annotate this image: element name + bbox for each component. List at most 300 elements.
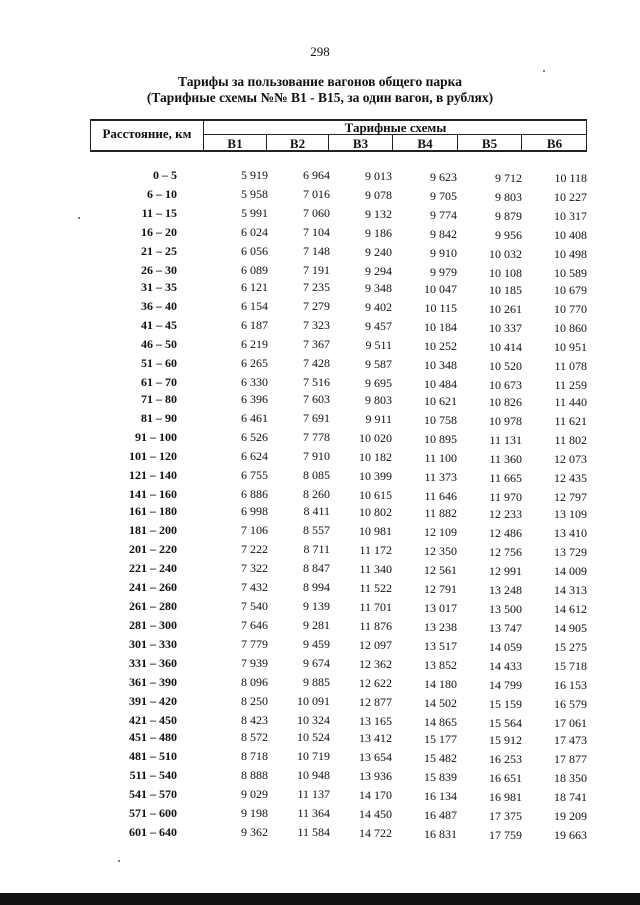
tariff-cell-b5: 12 486 bbox=[489, 526, 522, 540]
header-left-border bbox=[90, 119, 91, 152]
tariff-cell-b4: 9 623 bbox=[430, 170, 457, 184]
distance-cell: 51 – 60 bbox=[141, 356, 177, 370]
distance-cell: 541 – 570 bbox=[129, 787, 177, 801]
tariff-cell-b3: 9 240 bbox=[365, 245, 392, 259]
tariff-cell-b6: 10 118 bbox=[554, 171, 587, 185]
distance-cell: 201 – 220 bbox=[129, 542, 177, 556]
header-schemes-label: Тарифные схемы bbox=[344, 120, 447, 135]
tariff-cell-b3: 14 450 bbox=[359, 807, 392, 821]
tariff-cell-b3: 9 132 bbox=[365, 207, 392, 221]
tariff-cell-b3: 9 186 bbox=[365, 226, 392, 240]
tariff-cell-b6: 17 473 bbox=[554, 733, 587, 747]
tariff-cell-b6: 19 209 bbox=[554, 809, 587, 823]
tariff-cell-b5: 10 185 bbox=[489, 283, 522, 297]
tariff-cell-b3: 10 615 bbox=[359, 488, 392, 502]
tariff-cell-b3: 9 695 bbox=[365, 376, 392, 390]
tariff-cell-b4: 10 047 bbox=[424, 282, 457, 296]
tariff-cell-b2: 7 191 bbox=[303, 263, 330, 277]
tariff-cell-b3: 9 402 bbox=[365, 300, 392, 314]
tariff-cell-b3: 14 722 bbox=[359, 826, 392, 840]
scan-bottom-edge bbox=[0, 893, 640, 905]
tariff-cell-b4: 13 852 bbox=[424, 658, 457, 672]
tariff-cell-b4: 9 774 bbox=[430, 208, 457, 222]
distance-cell: 421 – 450 bbox=[129, 713, 177, 727]
tariff-cell-b4: 15 839 bbox=[424, 770, 457, 784]
table-row bbox=[90, 694, 590, 713]
tariff-cell-b4: 12 350 bbox=[424, 544, 457, 558]
distance-cell: 31 – 35 bbox=[141, 280, 177, 294]
tariff-cell-b1: 6 265 bbox=[241, 356, 268, 370]
tariff-cell-b2: 7 603 bbox=[303, 392, 330, 406]
tariff-cell-b2: 9 139 bbox=[303, 599, 330, 613]
tariff-cell-b6: 14 313 bbox=[554, 583, 587, 597]
tariff-cell-b5: 10 826 bbox=[489, 395, 522, 409]
tariff-cell-b6: 10 408 bbox=[554, 228, 587, 242]
tariff-cell-b1: 8 250 bbox=[241, 694, 268, 708]
tariff-cell-b1: 5 991 bbox=[241, 206, 268, 220]
distance-cell: 36 – 40 bbox=[141, 299, 177, 313]
tariff-cell-b3: 10 981 bbox=[359, 524, 392, 538]
tariff-cell-b2: 8 411 bbox=[303, 504, 330, 518]
tariff-cell-b6: 13 729 bbox=[554, 545, 587, 559]
tariff-cell-b4: 9 979 bbox=[430, 265, 457, 279]
tariff-cell-b2: 6 964 bbox=[303, 168, 330, 182]
tariff-cell-b4: 15 482 bbox=[424, 751, 457, 765]
table-row bbox=[90, 280, 590, 299]
distance-cell: 301 – 330 bbox=[129, 637, 177, 651]
tariff-cell-b3: 12 362 bbox=[359, 657, 392, 671]
tariff-cell-b6: 17 877 bbox=[554, 752, 587, 766]
tariff-cell-b3: 13 654 bbox=[359, 750, 392, 764]
tariff-cell-b5: 17 375 bbox=[489, 809, 522, 823]
tariff-cell-b5: 10 414 bbox=[489, 340, 522, 354]
tariff-cell-b6: 13 109 bbox=[554, 507, 587, 521]
tariff-cell-b1: 8 718 bbox=[241, 749, 268, 763]
tariff-cell-b3: 9 587 bbox=[365, 357, 392, 371]
table-row bbox=[90, 730, 590, 749]
tariff-cell-b3: 9 013 bbox=[365, 169, 392, 183]
header-col-b4: В4 bbox=[417, 136, 433, 151]
tariff-cell-b1: 7 432 bbox=[241, 580, 268, 594]
tariff-cell-b1: 8 423 bbox=[241, 713, 268, 727]
tariff-cell-b6: 11 078 bbox=[554, 359, 587, 373]
tariff-cell-b2: 11 137 bbox=[297, 787, 330, 801]
distance-cell: 21 – 25 bbox=[141, 244, 177, 258]
tariff-cell-b2: 10 948 bbox=[297, 768, 330, 782]
tariff-cell-b5: 17 759 bbox=[489, 828, 522, 842]
table-row bbox=[90, 468, 590, 487]
tariff-cell-b5: 16 253 bbox=[489, 752, 522, 766]
distance-cell: 451 – 480 bbox=[129, 730, 177, 744]
tariff-cell-b6: 10 589 bbox=[554, 266, 587, 280]
distance-cell: 101 – 120 bbox=[129, 449, 177, 463]
tariff-cell-b3: 10 399 bbox=[359, 469, 392, 483]
table-row bbox=[90, 449, 590, 468]
tariff-cell-b6: 14 905 bbox=[554, 621, 587, 635]
tariff-cell-b4: 10 895 bbox=[424, 432, 457, 446]
tariff-cell-b3: 12 622 bbox=[359, 676, 392, 690]
tariff-cell-b2: 9 674 bbox=[303, 656, 330, 670]
tariff-cell-b6: 10 951 bbox=[554, 340, 587, 354]
tariff-cell-b2: 11 584 bbox=[297, 825, 330, 839]
tariff-cell-b4: 10 348 bbox=[424, 358, 457, 372]
distance-cell: 281 – 300 bbox=[129, 618, 177, 632]
table-row bbox=[90, 504, 590, 523]
tariff-cell-b1: 6 056 bbox=[241, 244, 268, 258]
distance-cell: 571 – 600 bbox=[129, 806, 177, 820]
tariff-cell-b2: 7 323 bbox=[303, 318, 330, 332]
tariff-cell-b1: 6 219 bbox=[241, 337, 268, 351]
tariff-cell-b4: 11 373 bbox=[424, 470, 457, 484]
tariff-cell-b4: 10 184 bbox=[424, 320, 457, 334]
tariff-cell-b1: 8 096 bbox=[241, 675, 268, 689]
tariff-cell-b5: 13 248 bbox=[489, 583, 522, 597]
tariff-cell-b5: 10 520 bbox=[489, 359, 522, 373]
title-line-2: (Тарифные схемы №№ В1 - В15, за один вагон, в рублях) bbox=[146, 90, 494, 105]
table-row bbox=[90, 825, 590, 844]
tariff-cell-b3: 9 348 bbox=[365, 281, 392, 295]
tariff-cell-b1: 9 029 bbox=[241, 787, 268, 801]
distance-cell: 511 – 540 bbox=[129, 768, 177, 782]
tariff-cell-b5: 9 956 bbox=[495, 228, 522, 242]
tariff-cell-b5: 13 747 bbox=[489, 621, 522, 635]
table-row bbox=[90, 637, 590, 656]
tariff-cell-b3: 9 911 bbox=[365, 412, 392, 426]
scan-speck bbox=[78, 217, 80, 219]
tariff-cell-b4: 11 646 bbox=[424, 489, 457, 503]
tariff-cell-b5: 12 756 bbox=[489, 545, 522, 559]
row-group bbox=[90, 392, 590, 506]
tariff-cell-b3: 13 165 bbox=[359, 714, 392, 728]
tariff-cell-b4: 16 487 bbox=[424, 808, 457, 822]
tariff-cell-b2: 10 719 bbox=[297, 749, 330, 763]
tariff-cell-b5: 10 261 bbox=[489, 302, 522, 316]
tariff-cell-b1: 6 998 bbox=[241, 504, 268, 518]
table-row bbox=[90, 206, 590, 225]
tariff-cell-b5: 11 665 bbox=[489, 471, 522, 485]
tariff-cell-b1: 6 461 bbox=[241, 411, 268, 425]
tariff-cell-b6: 10 317 bbox=[554, 209, 587, 223]
tariff-cell-b4: 14 180 bbox=[424, 677, 457, 691]
tariff-cell-b6: 17 061 bbox=[554, 716, 587, 730]
header-col-b1: В1 bbox=[227, 136, 243, 151]
tariff-cell-b5: 15 159 bbox=[489, 697, 522, 711]
tariff-cell-b6: 15 718 bbox=[554, 659, 587, 673]
tariff-cell-b4: 13 017 bbox=[424, 601, 457, 615]
table-row bbox=[90, 542, 590, 561]
distance-cell: 91 – 100 bbox=[135, 430, 177, 444]
tariff-cell-b6: 11 802 bbox=[554, 433, 587, 447]
distance-cell: 71 – 80 bbox=[141, 392, 177, 406]
tariff-cell-b1: 6 624 bbox=[241, 449, 268, 463]
tariff-cell-b3: 11 172 bbox=[359, 543, 392, 557]
tariff-cell-b1: 6 154 bbox=[241, 299, 268, 313]
tariff-cell-b4: 9 705 bbox=[430, 189, 457, 203]
tariff-cell-b2: 7 016 bbox=[303, 187, 330, 201]
tariff-cell-b5: 14 059 bbox=[489, 640, 522, 654]
tariff-cell-b3: 13 412 bbox=[359, 731, 392, 745]
tariff-cell-b1: 6 755 bbox=[241, 468, 268, 482]
tariff-cell-b1: 7 106 bbox=[241, 523, 268, 537]
tariff-cell-b5: 11 970 bbox=[489, 490, 522, 504]
tariff-cell-b1: 7 322 bbox=[241, 561, 268, 575]
tariff-cell-b2: 8 994 bbox=[303, 580, 330, 594]
tariff-cell-b3: 9 511 bbox=[365, 338, 392, 352]
distance-cell: 46 – 50 bbox=[141, 337, 177, 351]
tariff-cell-b5: 10 032 bbox=[489, 247, 522, 261]
tariff-cell-b6: 19 663 bbox=[554, 828, 587, 842]
tariff-cell-b5: 10 108 bbox=[489, 266, 522, 280]
scan-speck bbox=[118, 860, 120, 862]
table-row bbox=[90, 392, 590, 411]
tariff-cell-b3: 9 294 bbox=[365, 264, 392, 278]
page-number: 298 bbox=[310, 44, 330, 59]
tariff-cell-b1: 8 888 bbox=[241, 768, 268, 782]
tariff-cell-b4: 9 842 bbox=[430, 227, 457, 241]
tariff-cell-b3: 14 170 bbox=[359, 788, 392, 802]
tariff-cell-b4: 10 484 bbox=[424, 377, 457, 391]
tariff-cell-b5: 10 673 bbox=[489, 378, 522, 392]
tariff-cell-b4: 14 865 bbox=[424, 715, 457, 729]
tariff-cell-b4: 10 758 bbox=[424, 413, 457, 427]
distance-cell: 181 – 200 bbox=[129, 523, 177, 537]
tariff-cell-b3: 9 803 bbox=[365, 393, 392, 407]
tariff-cell-b6: 13 410 bbox=[554, 526, 587, 540]
header-col-b2: В2 bbox=[289, 136, 306, 151]
table-row bbox=[90, 806, 590, 825]
title-line-1: Тарифы за пользование вагонов общего парка bbox=[178, 74, 462, 89]
tariff-cell-b2: 11 364 bbox=[297, 806, 330, 820]
tariff-cell-b6: 16 153 bbox=[554, 678, 587, 692]
tariff-cell-b4: 10 115 bbox=[424, 301, 457, 315]
tariff-cell-b6: 14 009 bbox=[554, 564, 587, 578]
tariff-cell-b5: 12 233 bbox=[489, 507, 522, 521]
tariff-cell-b5: 15 564 bbox=[489, 716, 522, 730]
distance-cell: 121 – 140 bbox=[129, 468, 177, 482]
tariff-cell-b1: 5 919 bbox=[241, 168, 268, 182]
distance-cell: 391 – 420 bbox=[129, 694, 177, 708]
table-row bbox=[90, 430, 590, 449]
scan-speck bbox=[543, 70, 545, 72]
tariff-cell-b1: 9 362 bbox=[241, 825, 268, 839]
distance-cell: 141 – 160 bbox=[129, 487, 177, 501]
table-row bbox=[90, 356, 590, 375]
table-row bbox=[90, 599, 590, 618]
tariff-cell-b2: 8 847 bbox=[303, 561, 330, 575]
header-col-b6: В6 bbox=[546, 136, 563, 151]
tariff-cell-b4: 14 502 bbox=[424, 696, 457, 710]
tariff-cell-b5: 14 433 bbox=[489, 659, 522, 673]
distance-cell: 261 – 280 bbox=[129, 599, 177, 613]
table-row bbox=[90, 523, 590, 542]
tariff-cell-b4: 11 882 bbox=[424, 506, 457, 520]
tariff-cell-b5: 9 879 bbox=[495, 209, 522, 223]
header-col-b3: В3 bbox=[352, 136, 369, 151]
tariff-cell-b5: 15 912 bbox=[489, 733, 522, 747]
tariff-cell-b4: 11 100 bbox=[424, 451, 457, 465]
tariff-cell-b2: 8 711 bbox=[303, 542, 330, 556]
distance-cell: 81 – 90 bbox=[141, 411, 177, 425]
tariff-cell-b6: 10 679 bbox=[554, 283, 587, 297]
tariff-cell-b4: 10 621 bbox=[424, 394, 457, 408]
tariff-cell-b2: 10 091 bbox=[297, 694, 330, 708]
tariff-cell-b4: 10 252 bbox=[424, 339, 457, 353]
tariff-cell-b1: 6 187 bbox=[241, 318, 268, 332]
tariff-cell-b5: 10 337 bbox=[489, 321, 522, 335]
tariff-cell-b4: 13 238 bbox=[424, 620, 457, 634]
distance-cell: 6 – 10 bbox=[147, 187, 177, 201]
tariff-cell-b3: 9 078 bbox=[365, 188, 392, 202]
distance-cell: 26 – 30 bbox=[141, 263, 177, 277]
tariff-cell-b1: 9 198 bbox=[241, 806, 268, 820]
tariff-cell-b2: 7 778 bbox=[303, 430, 330, 444]
tariff-cell-b1: 6 330 bbox=[241, 375, 268, 389]
row-group bbox=[90, 280, 590, 394]
tariff-cell-b2: 7 060 bbox=[303, 206, 330, 220]
header-distance-label: Расстояние, км bbox=[102, 126, 192, 141]
tariff-cell-b6: 15 275 bbox=[554, 640, 587, 654]
tariff-cell-b5: 14 799 bbox=[489, 678, 522, 692]
tariff-cell-b6: 10 227 bbox=[554, 190, 587, 204]
tariff-cell-b2: 10 324 bbox=[297, 713, 330, 727]
tariff-cell-b5: 9 803 bbox=[495, 190, 522, 204]
tariff-cell-b3: 11 701 bbox=[359, 600, 392, 614]
tariff-cell-b5: 11 360 bbox=[489, 452, 522, 466]
tariff-cell-b2: 8 260 bbox=[303, 487, 330, 501]
tariff-cell-b2: 9 281 bbox=[303, 618, 330, 632]
distance-cell: 481 – 510 bbox=[129, 749, 177, 763]
tariff-cell-b4: 12 791 bbox=[424, 582, 457, 596]
tariff-cell-b4: 13 517 bbox=[424, 639, 457, 653]
table-row bbox=[90, 768, 590, 787]
table-row bbox=[90, 787, 590, 806]
table-header bbox=[90, 119, 587, 152]
tariff-cell-b2: 7 104 bbox=[303, 225, 330, 239]
table-row bbox=[90, 618, 590, 637]
tariff-cell-b5: 16 651 bbox=[489, 771, 522, 785]
tariff-cell-b2: 7 279 bbox=[303, 299, 330, 313]
tariff-cell-b3: 11 876 bbox=[359, 619, 392, 633]
tariff-cell-b3: 12 877 bbox=[359, 695, 392, 709]
tariff-cell-b6: 11 259 bbox=[554, 378, 587, 392]
tariff-cell-b5: 13 500 bbox=[489, 602, 522, 616]
tariff-cell-b6: 14 612 bbox=[554, 602, 587, 616]
tariff-cell-b5: 9 712 bbox=[495, 171, 522, 185]
row-group bbox=[90, 730, 590, 844]
table-row bbox=[90, 411, 590, 430]
distance-cell: 221 – 240 bbox=[129, 561, 177, 575]
distance-cell: 241 – 260 bbox=[129, 580, 177, 594]
tariff-cell-b2: 10 524 bbox=[297, 730, 330, 744]
tariff-cell-b4: 15 177 bbox=[424, 732, 457, 746]
tariff-cell-b6: 16 579 bbox=[554, 697, 587, 711]
distance-cell: 11 – 15 bbox=[141, 206, 177, 220]
distance-cell: 61 – 70 bbox=[141, 375, 177, 389]
tariff-cell-b6: 18 741 bbox=[554, 790, 587, 804]
tariff-cell-b4: 9 910 bbox=[430, 246, 457, 260]
table-row bbox=[90, 749, 590, 768]
tariff-cell-b3: 11 522 bbox=[359, 581, 392, 595]
tariff-cell-b2: 7 691 bbox=[303, 411, 330, 425]
tariff-cell-b6: 12 073 bbox=[554, 452, 587, 466]
tariff-cell-b6: 10 498 bbox=[554, 247, 587, 261]
tariff-cell-b5: 10 978 bbox=[489, 414, 522, 428]
tariff-cell-b3: 13 936 bbox=[359, 769, 392, 783]
row-group bbox=[90, 618, 590, 732]
distance-cell: 0 – 5 bbox=[153, 168, 177, 182]
tariff-cell-b4: 12 561 bbox=[424, 563, 457, 577]
tariff-cell-b1: 7 779 bbox=[241, 637, 268, 651]
distance-cell: 41 – 45 bbox=[141, 318, 177, 332]
table-row bbox=[90, 187, 590, 206]
tariff-cell-b2: 7 235 bbox=[303, 280, 330, 294]
tariff-cell-b1: 6 526 bbox=[241, 430, 268, 444]
tariff-cell-b1: 7 646 bbox=[241, 618, 268, 632]
table-row bbox=[90, 580, 590, 599]
table-row bbox=[90, 244, 590, 263]
tariff-cell-b1: 8 572 bbox=[241, 730, 268, 744]
distance-cell: 16 – 20 bbox=[141, 225, 177, 239]
tariff-cell-b5: 11 131 bbox=[489, 433, 522, 447]
tariff-cell-b3: 10 182 bbox=[359, 450, 392, 464]
table-row bbox=[90, 337, 590, 356]
tariff-cell-b2: 7 516 bbox=[303, 375, 330, 389]
tariff-cell-b4: 12 109 bbox=[424, 525, 457, 539]
distance-cell: 601 – 640 bbox=[129, 825, 177, 839]
tariff-cell-b1: 6 121 bbox=[241, 280, 268, 294]
page-title bbox=[0, 74, 640, 106]
distance-cell: 331 – 360 bbox=[129, 656, 177, 670]
row-group bbox=[90, 168, 590, 282]
tariff-cell-b2: 8 085 bbox=[303, 468, 330, 482]
tariff-cell-b1: 6 089 bbox=[241, 263, 268, 277]
tariff-cell-b3: 9 457 bbox=[365, 319, 392, 333]
tariff-cell-b1: 7 540 bbox=[241, 599, 268, 613]
tariff-cell-b2: 7 428 bbox=[303, 356, 330, 370]
tariff-cell-b6: 11 440 bbox=[554, 395, 587, 409]
tariff-cell-b2: 7 910 bbox=[303, 449, 330, 463]
tariff-cell-b2: 7 148 bbox=[303, 244, 330, 258]
header-col-b5: В5 bbox=[481, 136, 498, 151]
tariff-cell-b1: 7 939 bbox=[241, 656, 268, 670]
tariff-cell-b1: 6 396 bbox=[241, 392, 268, 406]
tariff-cell-b5: 12 991 bbox=[489, 564, 522, 578]
tariff-cell-b6: 12 435 bbox=[554, 471, 587, 485]
distance-cell: 161 – 180 bbox=[129, 504, 177, 518]
tariff-cell-b3: 11 340 bbox=[359, 562, 392, 576]
tariff-cell-b4: 16 831 bbox=[424, 827, 457, 841]
tariff-cell-b6: 11 621 bbox=[554, 414, 587, 428]
tariff-cell-b1: 7 222 bbox=[241, 542, 268, 556]
tariff-cell-b2: 9 885 bbox=[303, 675, 330, 689]
table-row bbox=[90, 561, 590, 580]
table-row bbox=[90, 168, 590, 187]
tariff-cell-b1: 6 024 bbox=[241, 225, 268, 239]
tariff-cell-b3: 10 802 bbox=[359, 505, 392, 519]
tariff-cell-b4: 16 134 bbox=[424, 789, 457, 803]
tariff-cell-b2: 7 367 bbox=[303, 337, 330, 351]
tariff-cell-b6: 12 797 bbox=[554, 490, 587, 504]
tariff-cell-b1: 6 886 bbox=[241, 487, 268, 501]
tariff-cell-b5: 16 981 bbox=[489, 790, 522, 804]
table-row bbox=[90, 299, 590, 318]
tariff-cell-b6: 10 860 bbox=[554, 321, 587, 335]
table-row bbox=[90, 675, 590, 694]
tariff-cell-b3: 10 020 bbox=[359, 431, 392, 445]
distance-cell: 361 – 390 bbox=[129, 675, 177, 689]
tariff-cell-b2: 9 459 bbox=[303, 637, 330, 651]
tariff-cell-b2: 8 557 bbox=[303, 523, 330, 537]
